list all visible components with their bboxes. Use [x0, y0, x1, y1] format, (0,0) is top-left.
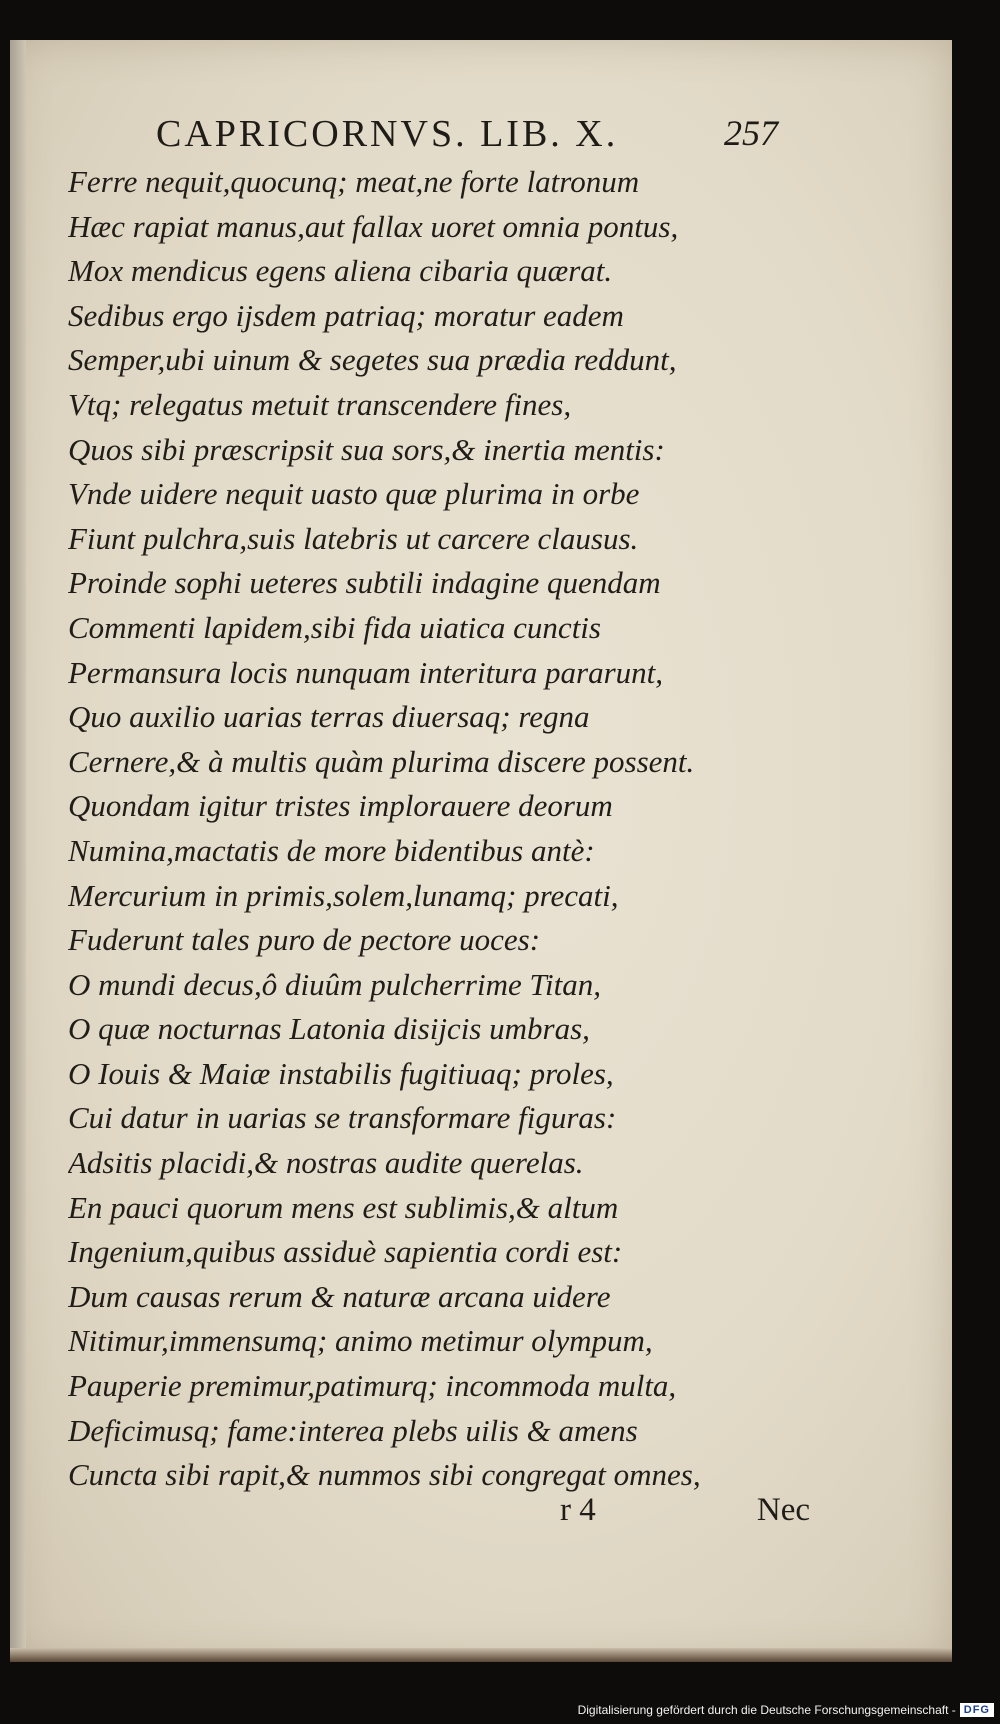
verse-line: O quæ nocturnas Latonia disijcis umbras, — [68, 1011, 590, 1047]
page-footer — [560, 1492, 810, 1542]
verse-line: Numina,mactatis de more bidentibus antè: — [68, 832, 595, 868]
verse-line: Hæc rapiat manus,aut fallax uoret omnia pontus, — [68, 208, 679, 244]
page-left-edge — [10, 40, 26, 1662]
verse-line: Sedibus ergo ijsdem patriaq; moratur eadem — [68, 297, 624, 333]
verse-line: O mundi decus,ô diuûm pulcherrime Titan, — [68, 966, 601, 1002]
page-header — [156, 112, 796, 162]
verse-line: Quondam igitur tristes implorauere deorum — [68, 788, 613, 824]
verse-line: O Iouis & Maiæ instabilis fugitiuaq; proles, — [68, 1055, 614, 1091]
verse-line: Ingenium,quibus assiduè sapientia cordi est: — [68, 1234, 623, 1270]
verse-line: Vtq; relegatus metuit transcendere fines, — [68, 386, 572, 422]
dfg-funding-notice — [578, 1700, 994, 1720]
verse-line: Quos sibi præscripsit sua sors,& inertia mentis: — [68, 431, 665, 467]
verse-line: Pauperie premimur,patimurq; incommoda multa, — [68, 1368, 677, 1404]
verse-line: Adsitis placidi,& nostras audite querelas. — [68, 1145, 584, 1181]
page-bottom-edge — [10, 1648, 952, 1662]
verse-line: Fiunt pulchra,suis latebris ut carcere clausus. — [68, 520, 639, 556]
verse-line: Vnde uidere nequit uasto quæ plurima in orbe — [68, 476, 640, 512]
verse-line: Permansura locis nunquam interitura pararunt, — [68, 654, 664, 690]
verse-line: Dum causas rerum & naturæ arcana uidere — [68, 1278, 611, 1314]
page-number: 257 — [724, 113, 778, 153]
verse-line: Semper,ubi uinum & segetes sua prædia reddunt, — [68, 342, 677, 378]
verse-line: Nitimur,immensumq; animo metimur olympum, — [68, 1323, 653, 1359]
verse-line: Mercurium in primis,solem,lunamq; precati, — [68, 877, 619, 913]
dfg-logo: DFG — [960, 1703, 994, 1717]
verse-line: Ferre nequit,quocunq; meat,ne forte latronum — [68, 164, 640, 199]
verse-line: Cuncta sibi rapit,& nummos sibi congregat omnes, — [68, 1457, 701, 1493]
verse-line: Quo auxilio uarias terras diuersaq; regna — [68, 699, 590, 735]
verse-line: Fuderunt tales puro de pectore uoces: — [68, 922, 541, 958]
verse-line: Proinde sophi ueteres subtili indagine quendam — [68, 565, 661, 601]
verse-text-block — [68, 160, 808, 1498]
verse-line: Deficimusq; fame:interea plebs uilis & amens — [68, 1412, 638, 1448]
running-head: CAPRICORNVS. LIB. X. — [156, 113, 619, 155]
catchword: Nec — [756, 1492, 810, 1528]
verse-line: Cui datur in uarias se transformare figuras: — [68, 1100, 617, 1136]
verse-line: Mox mendicus egens aliena cibaria quærat. — [68, 253, 613, 289]
verse-line: Cernere,& à multis quàm plurima discere possent. — [68, 743, 695, 779]
verse-line: Commenti lapidem,sibi fida uiatica cunctis — [68, 609, 601, 645]
signature-mark: r 4 — [560, 1492, 596, 1528]
verse-line: En pauci quorum mens est sublimis,& altum — [68, 1189, 619, 1225]
dfg-notice-text: Digitalisierung gefördert durch die Deutsche Forschungsgemeinschaft - — [577, 1703, 956, 1717]
